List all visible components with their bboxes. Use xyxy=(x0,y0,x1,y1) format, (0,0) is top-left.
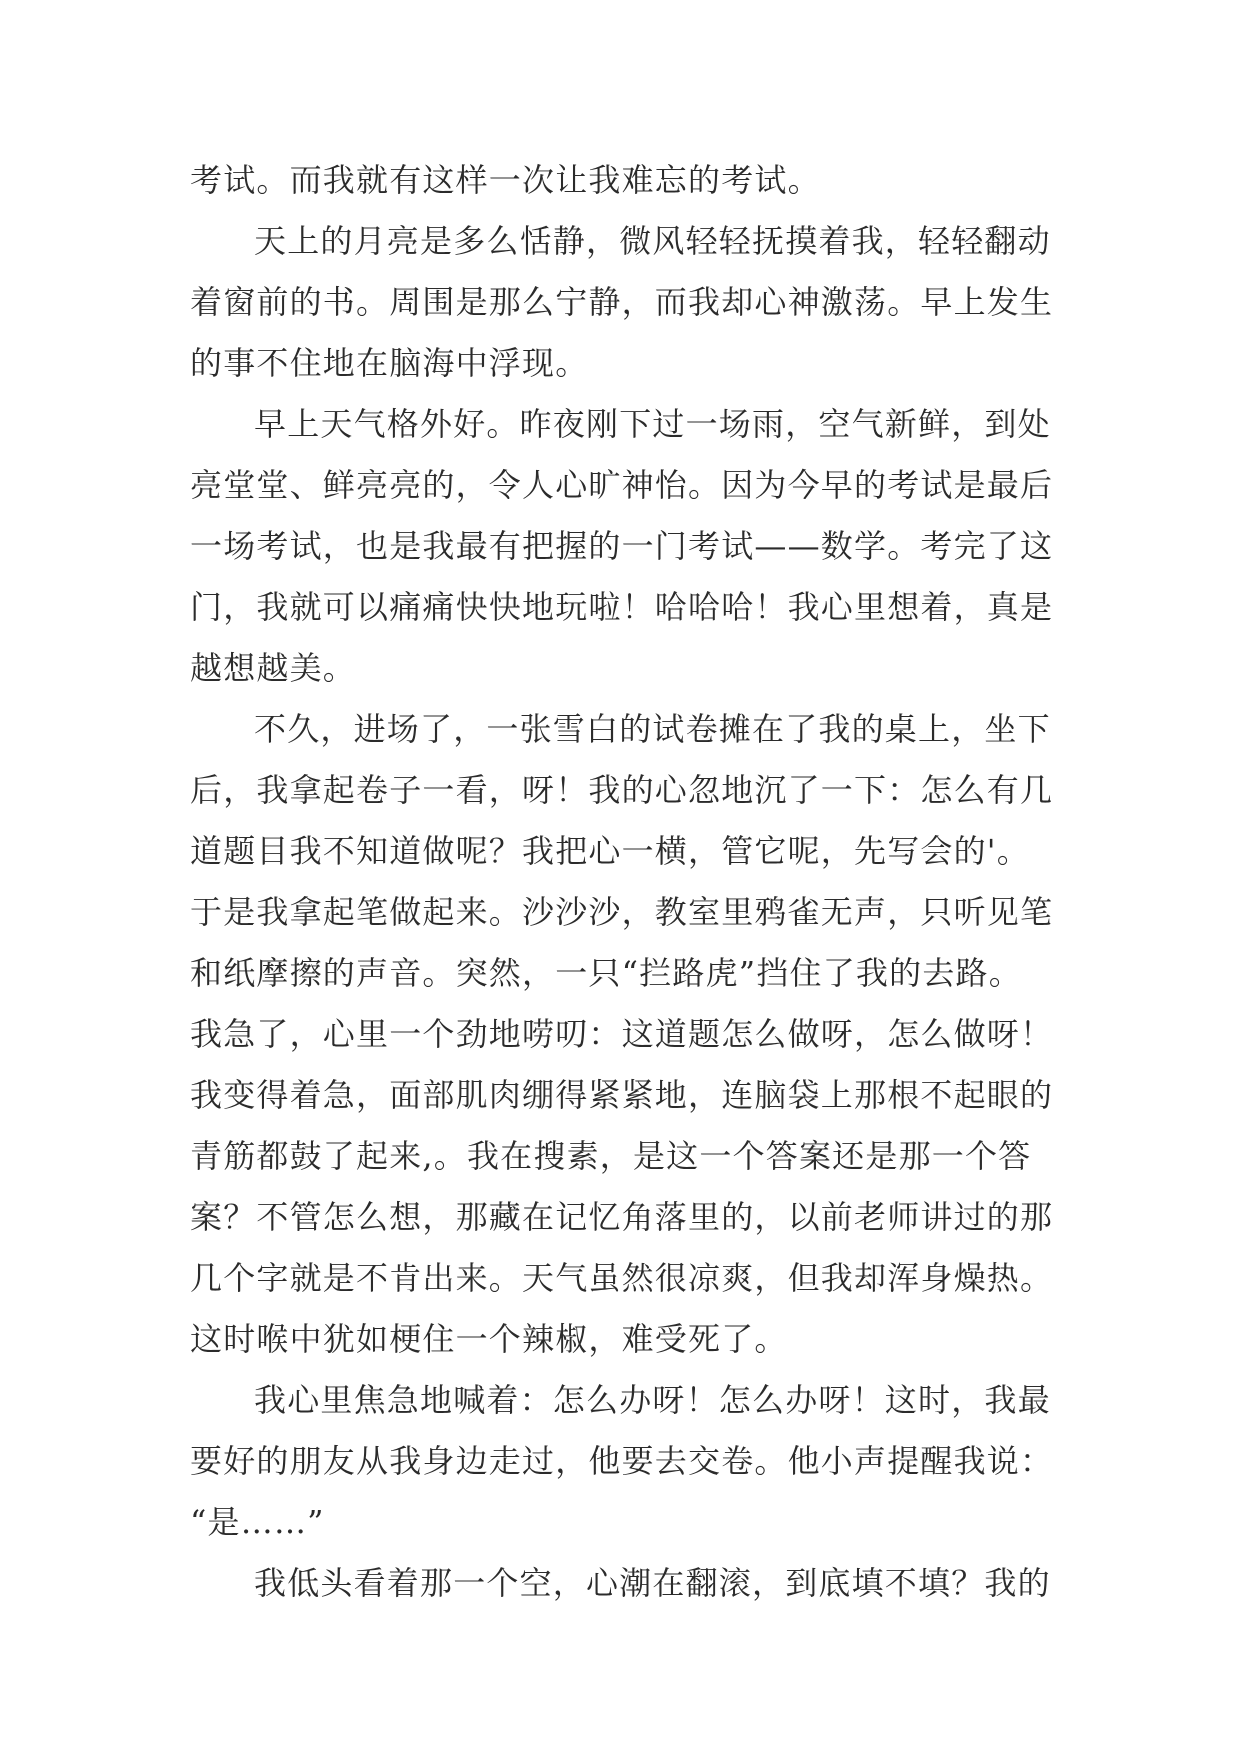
paragraph-start-line: 天上的月亮是多么恬静，微风轻轻抚摸着我，轻轻翻动 xyxy=(254,222,1051,260)
paragraph-start-line: 不久，进场了，一张雪白的试卷摊在了我的桌上，坐下 xyxy=(254,710,1051,748)
text-line: 这时喉中犹如梗住一个辣椒，难受死了。 xyxy=(190,1320,788,1358)
essay-text xyxy=(190,150,1070,1614)
text-line: 和纸摩擦的声音。突然，一只“拦路虎”挡住了我的去路。 xyxy=(190,954,1022,992)
text-line: 青筋都鼓了起来,。我在搜素，是这一个答案还是那一个答 xyxy=(190,1137,1032,1175)
text-line: 一场考试，也是我最有把握的一门考试——数学。考完了这 xyxy=(190,527,1054,565)
text-line: 门，我就可以痛痛快快地玩啦！哈哈哈！我心里想着，真是 xyxy=(190,588,1054,626)
paragraph-start-line: 早上天气格外好。昨夜刚下过一场雨，空气新鲜，到处 xyxy=(254,405,1051,443)
text-line: 我急了，心里一个劲地唠叨：这道题怎么做呀，怎么做呀！ xyxy=(190,1015,1054,1053)
text-line: 的事不住地在脑海中浮现。 xyxy=(190,344,589,382)
text-line: 着窗前的书。周围是那么宁静，而我却心神激荡。早上发生 xyxy=(190,283,1054,321)
text-line: 我变得着急，面部肌肉绷得紧紧地，连脑袋上那根不起眼的 xyxy=(190,1076,1054,1114)
text-line: “是……” xyxy=(190,1503,325,1541)
text-line: 考试。而我就有这样一次让我难忘的考试。 xyxy=(190,161,821,199)
text-line: 道题目我不知道做呢？我把心一横，管它呢，先写会的'。 xyxy=(190,832,1030,870)
text-line: 案？不管怎么想，那藏在记忆角落里的，以前老师讲过的那 xyxy=(190,1198,1054,1236)
paragraph-start-line: 我心里焦急地喊着：怎么办呀！怎么办呀！这时，我最 xyxy=(254,1381,1051,1419)
text-line: 几个字就是不肯出来。天气虽然很凉爽，但我却浑身燥热。 xyxy=(190,1259,1054,1297)
text-line: 亮堂堂、鲜亮亮的，令人心旷神怡。因为今早的考试是最后 xyxy=(190,466,1054,504)
text-line: 后，我拿起卷子一看，呀！我的心忽地沉了一下：怎么有几 xyxy=(190,771,1054,809)
text-line: 越想越美。 xyxy=(190,649,357,687)
text-line: 于是我拿起笔做起来。沙沙沙，教室里鸦雀无声，只听见笔 xyxy=(190,893,1054,931)
text-line: 要好的朋友从我身边走过，他要去交卷。他小声提醒我说： xyxy=(190,1442,1054,1480)
paragraph-start-line: 我低头看着那一个空，心潮在翻滚，到底填不填？我的 xyxy=(254,1564,1051,1602)
